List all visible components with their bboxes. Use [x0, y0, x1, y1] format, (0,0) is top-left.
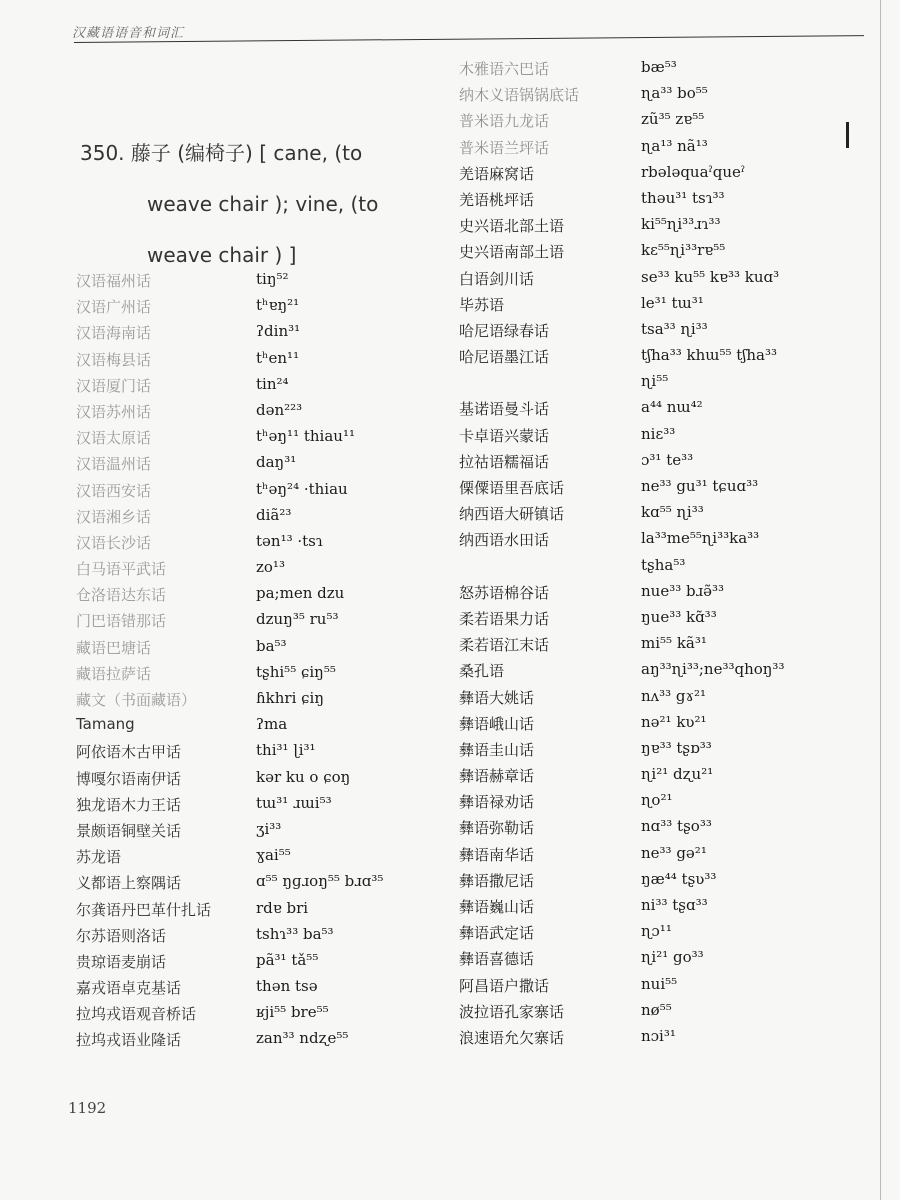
phonetic-form: zo¹³ [256, 558, 285, 577]
phonetic-form: daŋ³¹ [256, 453, 297, 472]
language-name: 汉语梅县话 [76, 350, 152, 369]
dictionary-row [459, 503, 869, 529]
language-name: 哈尼语绿春话 [459, 321, 550, 340]
phonetic-form: ɔ³¹ te³³ [641, 450, 694, 469]
language-name: 普米语兰坪话 [459, 138, 550, 157]
phonetic-form: rbələquaˀqueˀ [641, 162, 746, 181]
language-name: 彝语喜德话 [459, 950, 535, 969]
entry-heading-line-3: weave chair ) ] [147, 243, 297, 267]
language-name: 贵琼语麦崩话 [76, 952, 167, 971]
language-name: 苏龙语 [76, 848, 122, 867]
dictionary-row [76, 1029, 446, 1055]
dictionary-row [76, 480, 446, 506]
header-rule [74, 35, 864, 43]
language-name: 基诺语曼斗话 [459, 400, 550, 419]
language-name: 拉祜语糯福话 [459, 452, 550, 471]
phonetic-form: ɳɔ¹¹ [641, 922, 672, 941]
dictionary-row [76, 872, 446, 898]
dictionary-row [76, 610, 446, 636]
language-name: 纳木义语锅锅底话 [459, 86, 580, 105]
language-name: 彝语南华话 [459, 845, 535, 864]
language-name: 彝语圭山话 [459, 740, 535, 759]
language-name: 白马语平武话 [76, 560, 167, 579]
entry-heading [80, 128, 420, 281]
language-name: 哈尼语墨江话 [459, 348, 550, 367]
dictionary-row [459, 948, 869, 974]
language-name: 拉坞戎语业隆话 [76, 1031, 182, 1050]
phonetic-form: tʰen¹¹ [256, 348, 300, 367]
phonetic-form: se³³ ku⁵⁵ kɐ³³ kuɑ³ [641, 267, 780, 286]
dictionary-row [459, 110, 869, 136]
phonetic-form: kɑ⁵⁵ ɳi³³ [641, 503, 704, 522]
phonetic-form: tsa³³ ɳi³³ [641, 319, 708, 338]
language-name: 史兴语北部土语 [459, 217, 565, 236]
phonetic-form: ɳi²¹ dʐu²¹ [641, 765, 714, 784]
phonetic-form: tin²⁴ [256, 374, 289, 393]
dictionary-row [76, 532, 446, 558]
dictionary-row [76, 689, 446, 715]
phonetic-form: dən²²³ [256, 400, 303, 419]
dictionary-row [459, 268, 869, 294]
page-number: 1192 [68, 1099, 107, 1117]
dictionary-row [76, 401, 446, 427]
language-name: 毕苏语 [459, 295, 505, 314]
dictionary-row [76, 663, 446, 689]
phonetic-form: tshɿ³³ ba⁵³ [256, 924, 334, 943]
language-name: 普米语九龙话 [459, 112, 550, 131]
dictionary-row [459, 163, 869, 189]
phonetic-form: ɳi²¹ go³³ [641, 948, 704, 967]
language-name: 傈僳语里吾底话 [459, 479, 565, 497]
phonetic-form: ne³³ gu³¹ tɕuɑ³³ [641, 477, 759, 495]
language-name: 汉语海南话 [76, 324, 152, 343]
phonetic-form: nə²¹ kʋ²¹ [641, 712, 707, 731]
dictionary-row [76, 322, 446, 348]
language-name: 桑孔语 [459, 662, 505, 681]
dictionary-row [76, 296, 446, 322]
language-name: 尔龚语丹巴革什扎话 [76, 900, 212, 919]
dictionary-row [76, 741, 446, 767]
language-name: 门巴语错那话 [76, 612, 167, 631]
language-name: 史兴语南部土语 [459, 243, 565, 262]
dictionary-row [459, 372, 869, 398]
language-name: 汉语太原话 [76, 429, 152, 448]
language-name: 彝语峨山话 [459, 714, 535, 733]
right-column [459, 58, 869, 1053]
phonetic-form: dzuŋ³⁵ ru⁵³ [256, 610, 339, 629]
phonetic-form: ʒi³³ [256, 819, 282, 838]
language-name: 羌语麻窝话 [459, 164, 535, 183]
dictionary-row [76, 977, 446, 1003]
dictionary-row [459, 739, 869, 765]
dictionary-row [76, 506, 446, 532]
phonetic-form: ʁji⁵⁵ bre⁵⁵ [256, 1003, 329, 1022]
dictionary-row [459, 425, 869, 451]
phonetic-form: ki⁵⁵ɳi³³ɹɿ³³ [641, 215, 721, 234]
phonetic-form: aŋ³³ɳi³³;ne³³qhoŋ³³ [641, 660, 785, 679]
phonetic-form: tɯ³¹ ɹɯi⁵³ [256, 793, 332, 812]
dictionary-row [459, 582, 869, 608]
language-name: 怒苏语棉谷话 [459, 583, 550, 602]
dictionary-row [459, 320, 869, 346]
phonetic-form: thən tsə [256, 977, 318, 996]
dictionary-row [76, 427, 446, 453]
language-name: 彝语大姚话 [459, 688, 535, 707]
language-name: 纳西语水田话 [459, 531, 550, 550]
phonetic-form: nø⁵⁵ [641, 1000, 672, 1019]
phonetic-form: ni³³ tʂɑ³³ [641, 896, 708, 914]
phonetic-form: tiŋ⁵² [256, 270, 289, 288]
dictionary-row [459, 556, 869, 582]
phonetic-form: niɛ³³ [641, 424, 676, 443]
dictionary-row [459, 398, 869, 424]
dictionary-row [459, 765, 869, 791]
phonetic-form: ɑ⁵⁵ ŋɡɹoŋ⁵⁵ bɹɑ³⁵ [256, 872, 384, 891]
phonetic-form: ŋæ⁴⁴ tʂʋ³³ [641, 869, 717, 888]
phonetic-form: a⁴⁴ nɯ⁴² [641, 398, 703, 417]
dictionary-row [459, 137, 869, 163]
entry-heading-line-1: 350. 藤子 (编椅子) [ cane, (to [80, 141, 363, 165]
running-header: 汉藏语语音和词汇 [72, 26, 185, 41]
phonetic-form: ɳa¹³ nã¹³ [641, 136, 708, 155]
dictionary-row [76, 375, 446, 401]
language-name: 藏语拉萨话 [76, 664, 152, 683]
language-name: 嘉戎语卓克基话 [76, 979, 182, 998]
language-name: 汉语广州话 [76, 298, 152, 317]
phonetic-form: la³³me⁵⁵ɳi³³ka³³ [641, 529, 760, 548]
language-name: 拉坞戎语观音桥话 [76, 1005, 197, 1024]
dictionary-row [459, 84, 869, 110]
phonetic-form: nɑ³³ tʂo³³ [641, 817, 712, 836]
language-name: 景颇语铜壁关话 [76, 821, 182, 840]
dictionary-row [76, 349, 446, 375]
language-name: 彝语赫章话 [459, 767, 535, 786]
language-name: 彝语弥勒话 [459, 819, 535, 838]
dictionary-row [76, 270, 446, 296]
language-name: 阿昌语户撒话 [459, 976, 550, 995]
language-name: 独龙语木力王话 [76, 795, 182, 814]
language-name: 羌语桃坪话 [459, 190, 535, 209]
phonetic-form: nɔi³¹ [641, 1026, 676, 1045]
phonetic-form: pa;men dzu [256, 584, 345, 603]
phonetic-form: ɳi⁵⁵ [641, 372, 669, 391]
dictionary-row [459, 346, 869, 372]
phonetic-form: tʃha³³ khɯ⁵⁵ tʃha³³ [641, 346, 777, 365]
phonetic-form: tʰɐŋ²¹ [256, 296, 300, 315]
phonetic-form: tʰəŋ¹¹ thiau¹¹ [256, 427, 355, 446]
language-name: 义都语上察隅话 [76, 874, 182, 893]
language-name: Tamang [76, 715, 135, 734]
phonetic-form: kɛ⁵⁵ɳi³³rɐ⁵⁵ [641, 241, 726, 260]
dictionary-row [459, 608, 869, 634]
phonetic-form: ʔma [256, 715, 288, 734]
phonetic-form: diã²³ [256, 505, 292, 524]
dictionary-row [76, 637, 446, 663]
phonetic-form: zũ³⁵ zɐ⁵⁵ [641, 110, 705, 129]
dictionary-row [76, 453, 446, 479]
language-name: 木雅语六巴话 [459, 60, 550, 78]
language-name: 柔若语果力话 [459, 609, 550, 628]
language-name: 彝语武定话 [459, 924, 535, 943]
phonetic-form: ba⁵³ [256, 636, 287, 655]
dictionary-row [459, 922, 869, 948]
dictionary-row [76, 951, 446, 977]
phonetic-form: rdɐ bri [256, 898, 309, 917]
phonetic-form: ɣai⁵⁵ [256, 846, 291, 865]
phonetic-form: ʔdin³¹ [256, 322, 301, 341]
dictionary-row [76, 584, 446, 610]
dictionary-row [459, 660, 869, 686]
dictionary-row [459, 58, 869, 84]
dictionary-row [76, 768, 446, 794]
phonetic-form: tʂha⁵³ [641, 555, 686, 574]
dictionary-row [459, 817, 869, 843]
phonetic-form: ŋɐ³³ tʂɒ³³ [641, 738, 712, 757]
language-name: 白语剑川话 [459, 269, 535, 288]
language-name: 阿依语木古甲话 [76, 743, 182, 762]
dictionary-row [459, 896, 869, 922]
dictionary-row [76, 899, 446, 925]
language-name: 仓洛语达东话 [76, 586, 167, 605]
language-name: 汉语苏州话 [76, 402, 152, 421]
page-edge-line [880, 0, 881, 1200]
dictionary-row [459, 451, 869, 477]
phonetic-form: ɳo²¹ [641, 791, 673, 810]
language-name: 浪速语允欠寨话 [459, 1028, 565, 1047]
dictionary-row [76, 1003, 446, 1029]
dictionary-row [76, 715, 446, 741]
phonetic-form: bæ⁵³ [641, 58, 677, 76]
dictionary-row [459, 529, 869, 555]
dictionary-row [459, 713, 869, 739]
phonetic-form: tən¹³ ·tsɿ [256, 531, 323, 550]
phonetic-form: ɳa³³ bo⁵⁵ [641, 84, 708, 103]
language-name: 尔苏语则洛话 [76, 926, 167, 945]
phonetic-form: kər ku o ɕoŋ [256, 767, 351, 786]
language-name: 汉语西安话 [76, 481, 152, 500]
dictionary-row [76, 794, 446, 820]
language-name: 波拉语孔家寨话 [459, 1002, 565, 1021]
dictionary-row [459, 634, 869, 660]
dictionary-row [459, 189, 869, 215]
phonetic-form: nue³³ bɹə̃³³ [641, 581, 725, 600]
phonetic-form: thəu³¹ tsɿ³³ [641, 188, 725, 207]
phonetic-form: pã³¹ tǎ⁵⁵ [256, 950, 319, 969]
language-name: 卡卓语兴蒙话 [459, 426, 550, 445]
language-name: 藏语巴塘话 [76, 638, 152, 657]
phonetic-form: nui⁵⁵ [641, 974, 678, 993]
language-name: 汉语温州话 [76, 455, 152, 474]
language-name: 彝语撒尼话 [459, 871, 535, 890]
phonetic-form: ŋue³³ kɑ̃³³ [641, 607, 717, 626]
dictionary-row [76, 558, 446, 584]
dictionary-row [459, 1027, 869, 1053]
dictionary-row [459, 870, 869, 896]
language-name: 藏文（书面藏语） [76, 691, 197, 709]
dictionary-row [459, 844, 869, 870]
phonetic-form: tʂhi⁵⁵ ɕiŋ⁵⁵ [256, 662, 336, 681]
dictionary-row [459, 294, 869, 320]
phonetic-form: ne³³ gə²¹ [641, 843, 707, 862]
dictionary-row [76, 820, 446, 846]
left-column [76, 270, 446, 1056]
dictionary-row [76, 925, 446, 951]
dictionary-row [459, 1001, 869, 1027]
dictionary-row [459, 975, 869, 1001]
language-name: 博嘎尔语南伊话 [76, 769, 182, 788]
phonetic-form: nʌ³³ gɤ²¹ [641, 686, 707, 705]
dictionary-row [459, 241, 869, 267]
phonetic-form: mi⁵⁵ kã³¹ [641, 634, 707, 653]
language-name: 纳西语大研镇话 [459, 505, 565, 524]
phonetic-form: ɦkhri ɕiŋ [256, 689, 325, 707]
dictionary-row [459, 791, 869, 817]
phonetic-form: zan³³ ndʐe⁵⁵ [256, 1029, 349, 1048]
phonetic-form: le³¹ tɯ³¹ [641, 293, 704, 312]
language-name: 汉语福州话 [76, 272, 152, 290]
language-name: 柔若语江末话 [459, 636, 550, 655]
language-name: 汉语长沙话 [76, 533, 152, 552]
language-name: 汉语厦门话 [76, 376, 152, 395]
language-name: 彝语禄劝话 [459, 793, 535, 812]
dictionary-row [459, 477, 869, 503]
dictionary-row [459, 687, 869, 713]
dictionary-row [459, 215, 869, 241]
language-name: 汉语湘乡话 [76, 507, 152, 526]
phonetic-form: tʰəŋ²⁴ ·thiau [256, 479, 348, 498]
language-name: 彝语巍山话 [459, 898, 535, 916]
entry-heading-line-2: weave chair ); vine, (to [147, 192, 379, 216]
phonetic-form: thi³¹ ɭi³¹ [256, 741, 316, 760]
dictionary-row [76, 846, 446, 872]
